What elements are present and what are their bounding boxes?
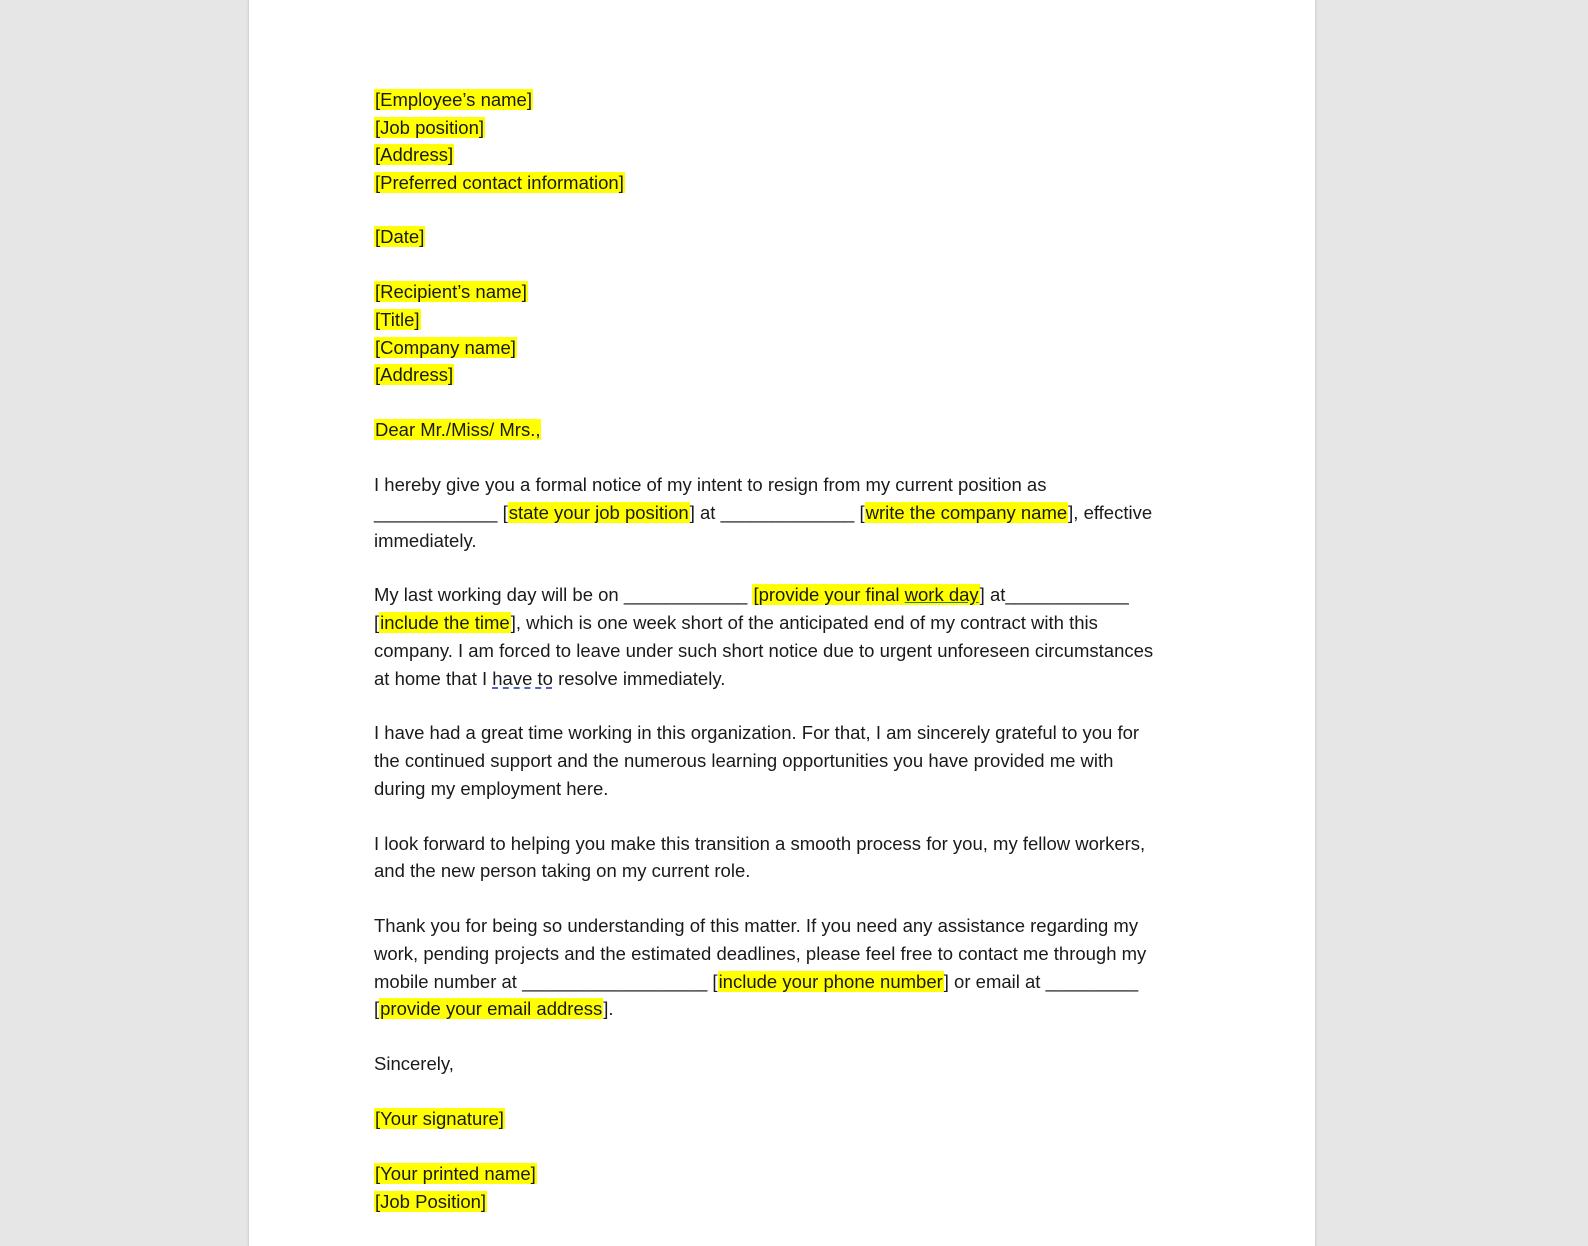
blank-field: ] or email at _________ [943,970,1139,992]
paragraph-line: immediately. [374,529,477,551]
paragraph-line: company. I am forced to leave under such short notice due to urgent unforeseen circumstances [374,639,1154,661]
recipient-name: [Recipient’s name] [375,281,527,303]
letter-date: [Date] [375,226,425,248]
text-fragment: My last working day will be on ____________ [374,584,753,606]
recipient-title: [Title] [375,308,420,330]
closing: Sincerely, [374,1053,454,1075]
paragraph-line: and the new person taking on my current role. [374,860,751,882]
letter-body[interactable] [374,86,1194,1215]
paragraph-gratitude [374,719,1194,802]
paragraph-line: I hereby give you a formal notice of my intent to resign from my current position as [374,474,1047,496]
paragraph-transition [374,830,1194,885]
paragraph-line: I have had a great time working in this organization. For that, I am sincerely grateful to you for [374,722,1140,744]
sender-block [374,86,1194,197]
sender-position: [Job position] [375,116,485,138]
placeholder-company-name: write the company name [865,501,1068,523]
text-fragment: ], which is one week short of the anticipated end of my contract with this [510,612,1098,634]
recipient-company: [Company name] [375,336,516,358]
grammar-flag: work day [904,584,979,606]
blank-field: mobile number at __________________ [ [374,970,718,992]
printed-name-placeholder: [Your printed name] [375,1163,536,1185]
paragraph-intent [374,471,1194,554]
recipient-address: [Address] [375,364,454,386]
style-flag: have to [492,667,553,689]
placeholder-final-day [752,584,979,605]
text-fragment: [ [374,612,380,634]
paragraph-line: I look forward to helping you make this transition a smooth process for you, my fellow workers, [374,832,1146,854]
paragraph-last-day [374,581,1194,692]
job-position-placeholder: [Job Position] [375,1190,487,1212]
text-fragment: ]. [603,998,614,1020]
salutation: Dear Mr./Miss/ Mrs., [375,419,541,441]
signature-placeholder: [Your signature] [375,1108,504,1130]
text-fragment: resolve immediately. [552,667,726,689]
blank-field: ] at _____________ [ [689,501,865,523]
paragraph-contact [374,912,1194,1023]
text-fragment: ], effective [1068,501,1153,523]
sender-address: [Address] [375,144,454,166]
placeholder-time: include the time [380,612,510,634]
paragraph-line: Thank you for being so understanding of this matter. If you need any assistance regarding my [374,915,1139,937]
sender-name: [Employee’s name] [375,89,532,110]
text-fragment: [ [374,998,380,1020]
placeholder-job-position: state your job position [508,501,689,523]
placeholder-phone: include your phone number [718,970,943,992]
paragraph-line: the continued support and the numerous learning opportunities you have provided me with [374,750,1114,772]
recipient-block [374,278,1194,389]
document-page [248,0,1316,1246]
blank-field: ] at____________ [979,584,1129,606]
sender-contact: [Preferred contact information] [375,172,624,194]
paragraph-line: work, pending projects and the estimated deadlines, please feel free to contact me through my [374,942,1147,964]
paragraph-line: during my employment here. [374,777,609,799]
text-fragment: [provide your final [753,584,905,606]
text-fragment: at home that I [374,667,493,689]
blank-field: ____________ [ [374,501,508,523]
placeholder-email: provide your email address [380,998,603,1020]
